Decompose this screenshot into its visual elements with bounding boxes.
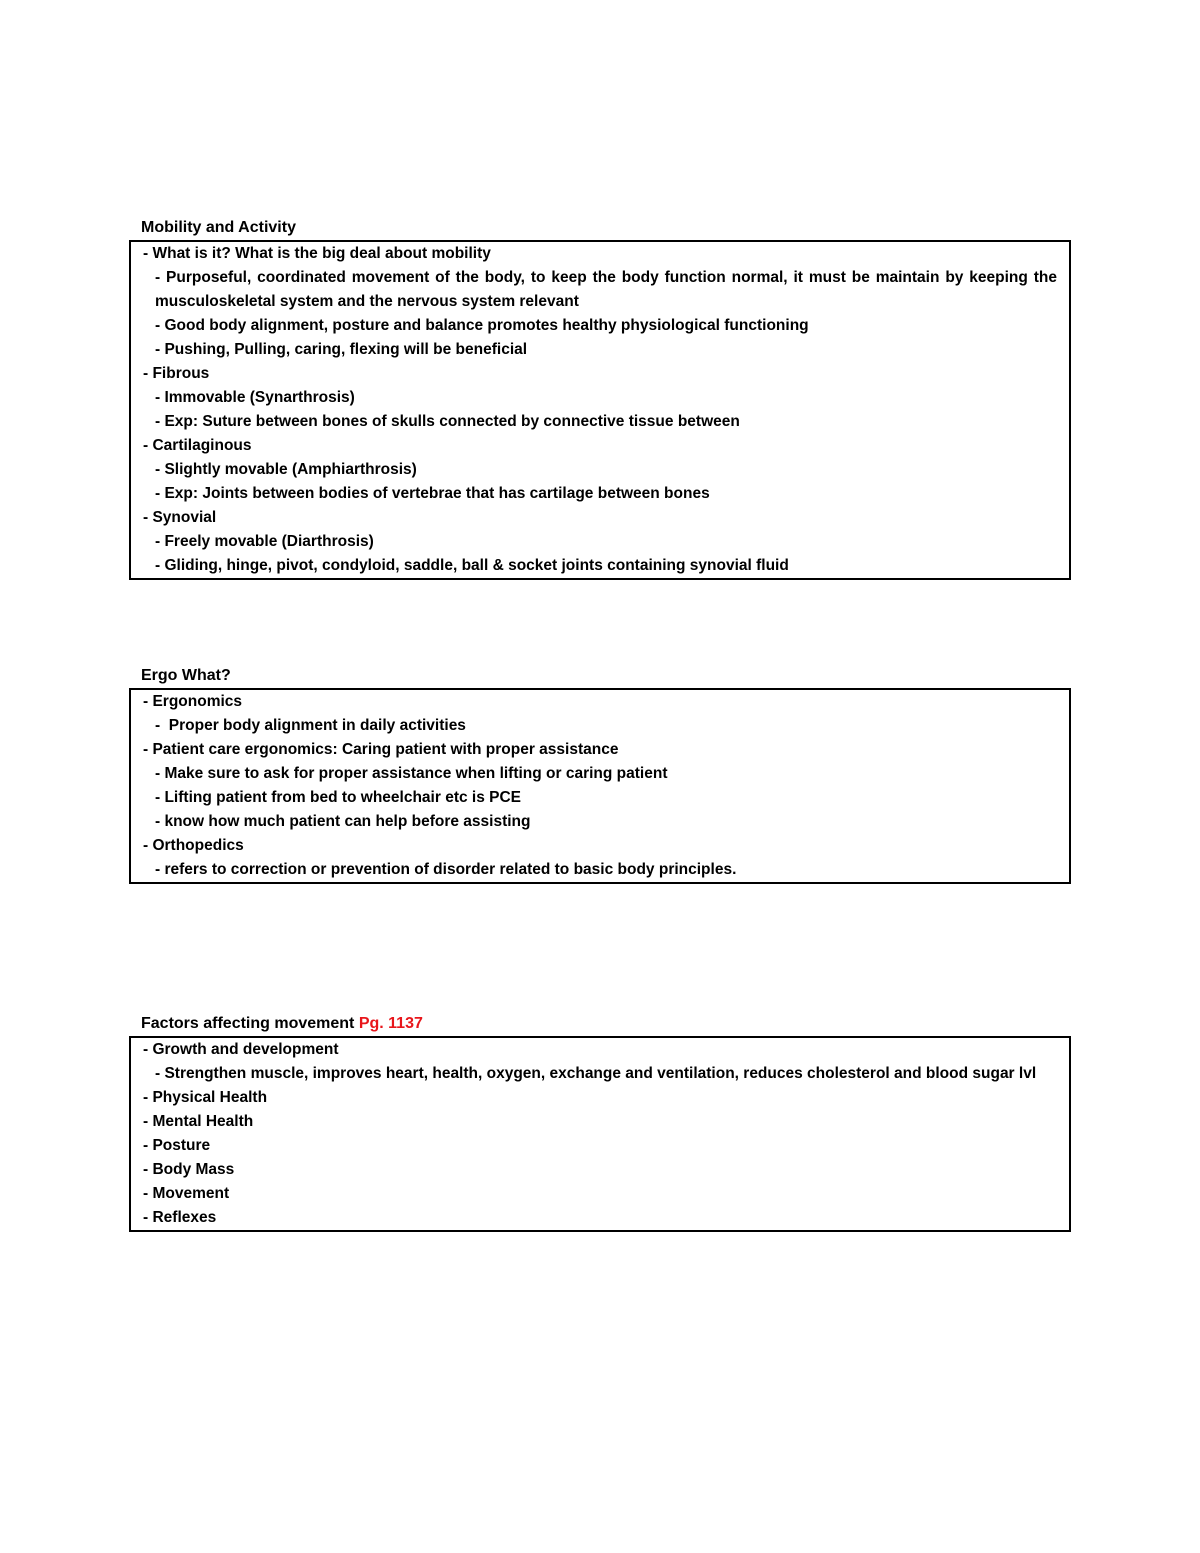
notes-box	[129, 1036, 1071, 1232]
section-title	[129, 664, 1071, 688]
note-line	[143, 690, 1057, 714]
note-line-text: - Exp: Joints between bodies of vertebrae that has cartilage between bones	[155, 485, 710, 502]
note-line	[143, 530, 1057, 554]
note-line-text: - Strengthen muscle, improves heart, health, oxygen, exchange and ventilation, reduces cholesterol and blood sugar lvl	[155, 1065, 1037, 1082]
note-line-text: - Make sure to ask for proper assistance when lifting or caring patient	[155, 765, 668, 782]
note-line	[143, 858, 1057, 882]
note-line-text: - refers to correction or prevention of disorder related to basic body principles.	[155, 861, 737, 878]
note-line	[143, 410, 1057, 434]
note-line-text: - Cartilaginous	[143, 437, 252, 454]
note-line-text: - Fibrous	[143, 365, 210, 382]
note-line	[143, 834, 1057, 858]
note-line	[143, 242, 1057, 266]
notes-box	[129, 240, 1071, 580]
note-line	[143, 1134, 1057, 1158]
note-line-text: - Body Mass	[143, 1161, 235, 1178]
note-line-text: - Gliding, hinge, pivot, condyloid, saddle, ball & socket joints containing synovial fluid	[155, 557, 789, 574]
note-line-text: - know how much patient can help before assisting	[155, 813, 531, 830]
note-line	[143, 1158, 1057, 1182]
note-line	[143, 1182, 1057, 1206]
note-line	[143, 362, 1057, 386]
note-line-text: - Lifting patient from bed to wheelchair etc is PCE	[155, 789, 522, 806]
note-line	[143, 1038, 1057, 1062]
note-line-text: - Slightly movable (Amphiarthrosis)	[155, 461, 417, 478]
note-line-text: - Orthopedics	[143, 837, 244, 854]
note-line-text: - Ergonomics	[143, 693, 243, 710]
section-title-text: Mobility and Activity	[141, 219, 296, 236]
note-line	[143, 554, 1057, 578]
note-line-text: - Good body alignment, posture and balance promotes healthy physiological functioning	[155, 317, 809, 334]
note-line	[143, 386, 1057, 410]
note-line-text: - Reflexes	[143, 1209, 217, 1226]
section-title	[129, 1012, 1071, 1036]
note-line-text: - Mental Health	[143, 1113, 254, 1130]
note-line-text: - Exp: Suture between bones of skulls connected by connective tissue between	[155, 413, 740, 430]
note-line	[143, 762, 1057, 786]
note-line-text: - Posture	[143, 1137, 211, 1154]
section-mobility-and-activity	[129, 216, 1071, 580]
note-line	[143, 810, 1057, 834]
section-title	[129, 216, 1071, 240]
note-line	[143, 482, 1057, 506]
note-line	[143, 506, 1057, 530]
note-line-text: - Movement	[143, 1185, 230, 1202]
note-line	[143, 266, 1062, 314]
note-line-text: - Proper body alignment in daily activities	[155, 717, 466, 734]
section-title-text: Factors affecting movement	[141, 1015, 359, 1032]
note-line	[143, 1062, 1057, 1086]
notes-box	[129, 688, 1071, 884]
note-line-text: - Patient care ergonomics: Caring patient with proper assistance	[143, 741, 619, 758]
note-line	[143, 338, 1057, 362]
note-line	[143, 738, 1057, 762]
section-ergo-what	[129, 664, 1071, 884]
note-line	[143, 786, 1057, 810]
note-line-text: - Pushing, Pulling, caring, flexing will be beneficial	[155, 341, 528, 358]
page-reference: Pg. 1137	[358, 1015, 423, 1032]
note-line	[143, 1110, 1057, 1134]
note-line	[143, 434, 1057, 458]
note-line	[143, 714, 1057, 738]
note-line	[143, 1206, 1057, 1230]
note-line-text: - Immovable (Synarthrosis)	[155, 389, 355, 406]
note-line-text: - Synovial	[143, 509, 217, 526]
note-line-text: - Freely movable (Diarthrosis)	[155, 533, 374, 550]
note-line	[143, 1086, 1057, 1110]
note-line	[143, 314, 1057, 338]
section-factors-affecting-movement	[129, 1012, 1071, 1232]
note-line-text: - What is it? What is the big deal about mobility	[143, 245, 491, 262]
note-line	[143, 458, 1057, 482]
section-title-text: Ergo What?	[141, 667, 231, 684]
note-line-text: - Physical Health	[143, 1089, 268, 1106]
note-line-text: - Growth and development	[143, 1041, 339, 1058]
note-line-text: - Purposeful, coordinated movement of the body, to keep the body function normal, it must be maintain by keeping the musculoskeletal system and the nervous system relevant	[155, 269, 1062, 310]
